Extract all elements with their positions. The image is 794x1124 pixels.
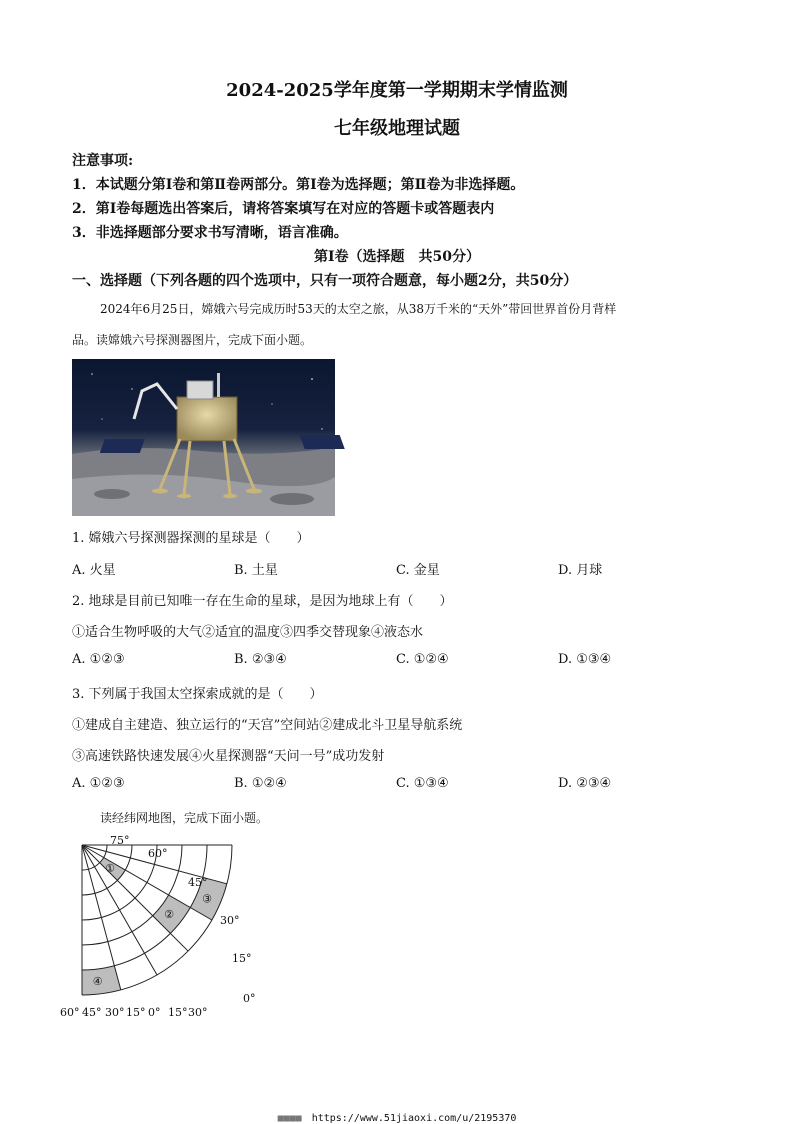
exam-title: 2024-2025学年度第一学期期末学情监测 bbox=[226, 80, 568, 101]
lon-label: 30° bbox=[188, 1006, 208, 1019]
footer-link[interactable]: https://www.51jiaoxi.com/u/2195370 bbox=[311, 1113, 517, 1124]
notice-item-1: 1．本试题分第Ⅰ卷和第Ⅱ卷两部分。第Ⅰ卷为选择题；第Ⅱ卷为非选择题。 bbox=[72, 177, 525, 193]
lat-label: 45° bbox=[188, 876, 208, 889]
lon-label: 60° bbox=[60, 1006, 80, 1019]
question-3-option-c: C. ①③④ bbox=[396, 776, 449, 791]
notice-item-2: 2．第Ⅰ卷每题选出答案后，请将答案填写在对应的答题卡或答题表内 bbox=[72, 201, 495, 217]
question-1-stem: 1. 嫦娥六号探测器探测的星球是（ ） bbox=[72, 531, 310, 546]
question-1-option-a: A. 火星 bbox=[72, 563, 116, 578]
lat-label: 60° bbox=[148, 847, 168, 860]
notice-heading: 注意事项: bbox=[72, 153, 134, 169]
marker-1: ① bbox=[105, 861, 116, 875]
graticule-map-svg bbox=[60, 830, 270, 1020]
lander-illustration bbox=[72, 359, 335, 516]
question-3-items-2: ③高速铁路快速发展④火星探测器“天问一号”成功发射 bbox=[72, 749, 385, 764]
marker-4: ④ bbox=[92, 974, 103, 988]
question-2-items: ①适合生物呼吸的大气②适宜的温度③四季交替现象④液态水 bbox=[72, 625, 424, 640]
exam-subtitle: 七年级地理试题 bbox=[334, 118, 460, 139]
graticule-map bbox=[60, 830, 270, 1024]
question-3-option-d: D. ②③④ bbox=[558, 776, 612, 791]
question-3-option-b: B. ①②④ bbox=[234, 776, 287, 791]
lon-label: 15° bbox=[126, 1006, 146, 1019]
lat-label: 15° bbox=[232, 952, 252, 965]
change6-lander-photo bbox=[72, 359, 335, 516]
section-heading: 一、选择题（下列各题的四个选项中，只有一项符合题意，每小题2分，共50分） bbox=[72, 273, 578, 289]
question-2-stem: 2. 地球是目前已知唯一存在生命的星球，是因为地球上有（ ） bbox=[72, 594, 453, 609]
passage-2: 读经纬网地图，完成下面小题。 bbox=[100, 811, 269, 825]
question-2-option-c: C. ①②④ bbox=[396, 652, 449, 667]
lat-label: 0° bbox=[243, 992, 256, 1005]
question-3-items-1: ①建成自主建造、独立运行的“天宫”空间站②建成北斗卫星导航系统 bbox=[72, 718, 463, 733]
marker-3: ③ bbox=[202, 892, 212, 906]
question-1-option-b: B. 土星 bbox=[234, 563, 278, 578]
marker-2: ② bbox=[164, 907, 175, 921]
lat-label: 75° bbox=[110, 834, 130, 847]
question-3-option-a: A. ①②③ bbox=[72, 776, 125, 791]
question-3-stem: 3. 下列属于我国太空探索成就的是（ ） bbox=[72, 687, 323, 702]
passage-1-line-2: 品。读嫦娥六号探测器图片，完成下面小题。 bbox=[72, 333, 313, 347]
footer-mark: ■■■■ bbox=[277, 1113, 312, 1124]
question-1-option-c: C. 金星 bbox=[396, 563, 440, 578]
question-1-option-d: D. 月球 bbox=[558, 563, 603, 578]
lon-label: 0° bbox=[148, 1006, 161, 1019]
question-2-option-a: A. ①②③ bbox=[72, 652, 125, 667]
question-2-option-d: D. ①③④ bbox=[558, 652, 612, 667]
lon-label: 45° bbox=[82, 1006, 102, 1019]
notice-item-3: 3．非选择题部分要求书写清晰，语言准确。 bbox=[72, 225, 348, 241]
question-2-option-b: B. ②③④ bbox=[234, 652, 287, 667]
lon-label: 15° bbox=[168, 1006, 188, 1019]
footer-url bbox=[0, 1109, 794, 1124]
section-title: 第Ⅰ卷（选择题 共50分） bbox=[313, 249, 481, 265]
lon-label: 30° bbox=[105, 1006, 125, 1019]
passage-1-line-1: 2024年6月25日，嫦娥六号完成历时53天的太空之旅，从38万千米的“天外”带回世界首份月背样 bbox=[100, 302, 617, 316]
lat-label: 30° bbox=[220, 914, 240, 927]
